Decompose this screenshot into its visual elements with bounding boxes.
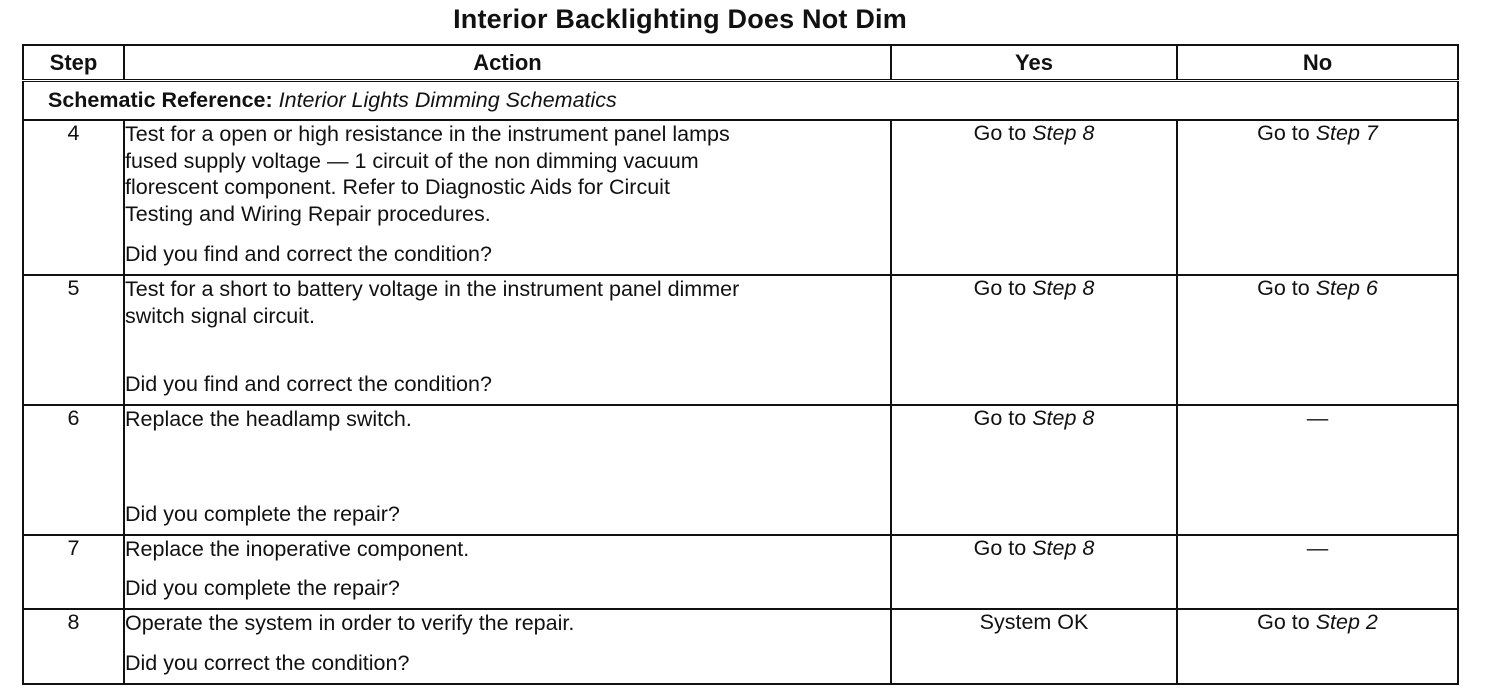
step-number: 5 xyxy=(23,275,124,405)
yes-cell xyxy=(891,609,1177,684)
yes-step-link: Step 8 xyxy=(1032,536,1095,560)
action-text xyxy=(125,121,890,227)
yes-prefix: Go to xyxy=(973,121,1027,145)
no-cell xyxy=(1177,609,1458,684)
schematic-reference-link: Interior Lights Dimming Schematics xyxy=(278,88,617,112)
step-number: 4 xyxy=(23,120,124,275)
action-line: Testing and Wiring Repair procedures. xyxy=(125,201,491,226)
table-row xyxy=(23,535,1458,609)
column-header-step: Step xyxy=(23,45,124,81)
table-row xyxy=(23,609,1458,684)
column-header-action: Action xyxy=(124,45,891,81)
no-prefix: Go to xyxy=(1257,276,1310,300)
action-cell xyxy=(124,275,891,405)
no-step-link: Step 6 xyxy=(1315,276,1378,300)
action-line: switch signal circuit. xyxy=(125,303,315,328)
schematic-reference-label: Schematic Reference: xyxy=(48,88,273,112)
no-step-link: Step 2 xyxy=(1315,610,1378,634)
table-row xyxy=(23,120,1458,275)
no-prefix: Go to xyxy=(1257,610,1310,634)
yes-step-link: Step 8 xyxy=(1032,276,1095,300)
yes-cell xyxy=(891,405,1177,535)
document-title: Interior Backlighting Does Not Dim xyxy=(453,4,907,34)
no-cell xyxy=(1177,535,1458,609)
yes-prefix: Go to xyxy=(973,536,1027,560)
diagnostic-table xyxy=(22,44,1459,685)
column-header-yes: Yes xyxy=(891,45,1177,81)
yes-prefix: Go to xyxy=(973,276,1027,300)
yes-cell xyxy=(891,120,1177,275)
action-line: Operate the system in order to verify the repair. xyxy=(125,611,575,635)
action-line: Test for a open or high resistance in the instrument panel lamps xyxy=(125,122,730,146)
action-text xyxy=(125,276,890,329)
action-cell xyxy=(124,535,891,609)
table-row xyxy=(23,405,1458,535)
action-cell xyxy=(124,609,891,684)
schematic-reference xyxy=(23,81,1458,121)
action-question: Did you complete the repair? xyxy=(125,575,400,600)
yes-result: System OK xyxy=(979,610,1089,634)
step-number: 7 xyxy=(23,535,124,609)
no-cell xyxy=(1177,405,1458,535)
step-number: 8 xyxy=(23,609,124,684)
action-text xyxy=(125,610,890,637)
schematic-reference-row xyxy=(23,81,1458,121)
action-question: Did you find and correct the condition? xyxy=(125,371,492,396)
action-line: Test for a short to battery voltage in the instrument panel dimmer xyxy=(125,277,740,301)
action-question: Did you find and correct the condition? xyxy=(125,241,492,266)
step-number: 6 xyxy=(23,405,124,535)
yes-step-link: Step 8 xyxy=(1032,406,1095,430)
no-cell xyxy=(1177,120,1458,275)
action-line: fused supply voltage — 1 circuit of the non dimming vacuum xyxy=(125,148,699,173)
action-cell xyxy=(124,405,891,535)
action-question: Did you complete the repair? xyxy=(125,501,400,526)
no-prefix: Go to xyxy=(1257,121,1310,145)
yes-cell xyxy=(891,275,1177,405)
table-row xyxy=(23,275,1458,405)
no-step-link: Step 7 xyxy=(1315,121,1378,145)
no-dash: — xyxy=(1306,406,1329,430)
yes-cell xyxy=(891,535,1177,609)
column-header-no: No xyxy=(1177,45,1458,81)
table-header-row xyxy=(23,45,1458,81)
action-line: Replace the headlamp switch. xyxy=(125,407,412,431)
action-line: Replace the inoperative component. xyxy=(125,537,470,561)
action-line: florescent component. Refer to Diagnostic Aids for Circuit xyxy=(125,175,670,199)
action-question: Did you correct the condition? xyxy=(125,650,410,675)
yes-step-link: Step 8 xyxy=(1032,121,1095,145)
action-cell xyxy=(124,120,891,275)
no-dash: — xyxy=(1306,536,1329,560)
action-text xyxy=(125,406,890,433)
yes-prefix: Go to xyxy=(973,406,1027,430)
no-cell xyxy=(1177,275,1458,405)
action-text xyxy=(125,536,890,563)
